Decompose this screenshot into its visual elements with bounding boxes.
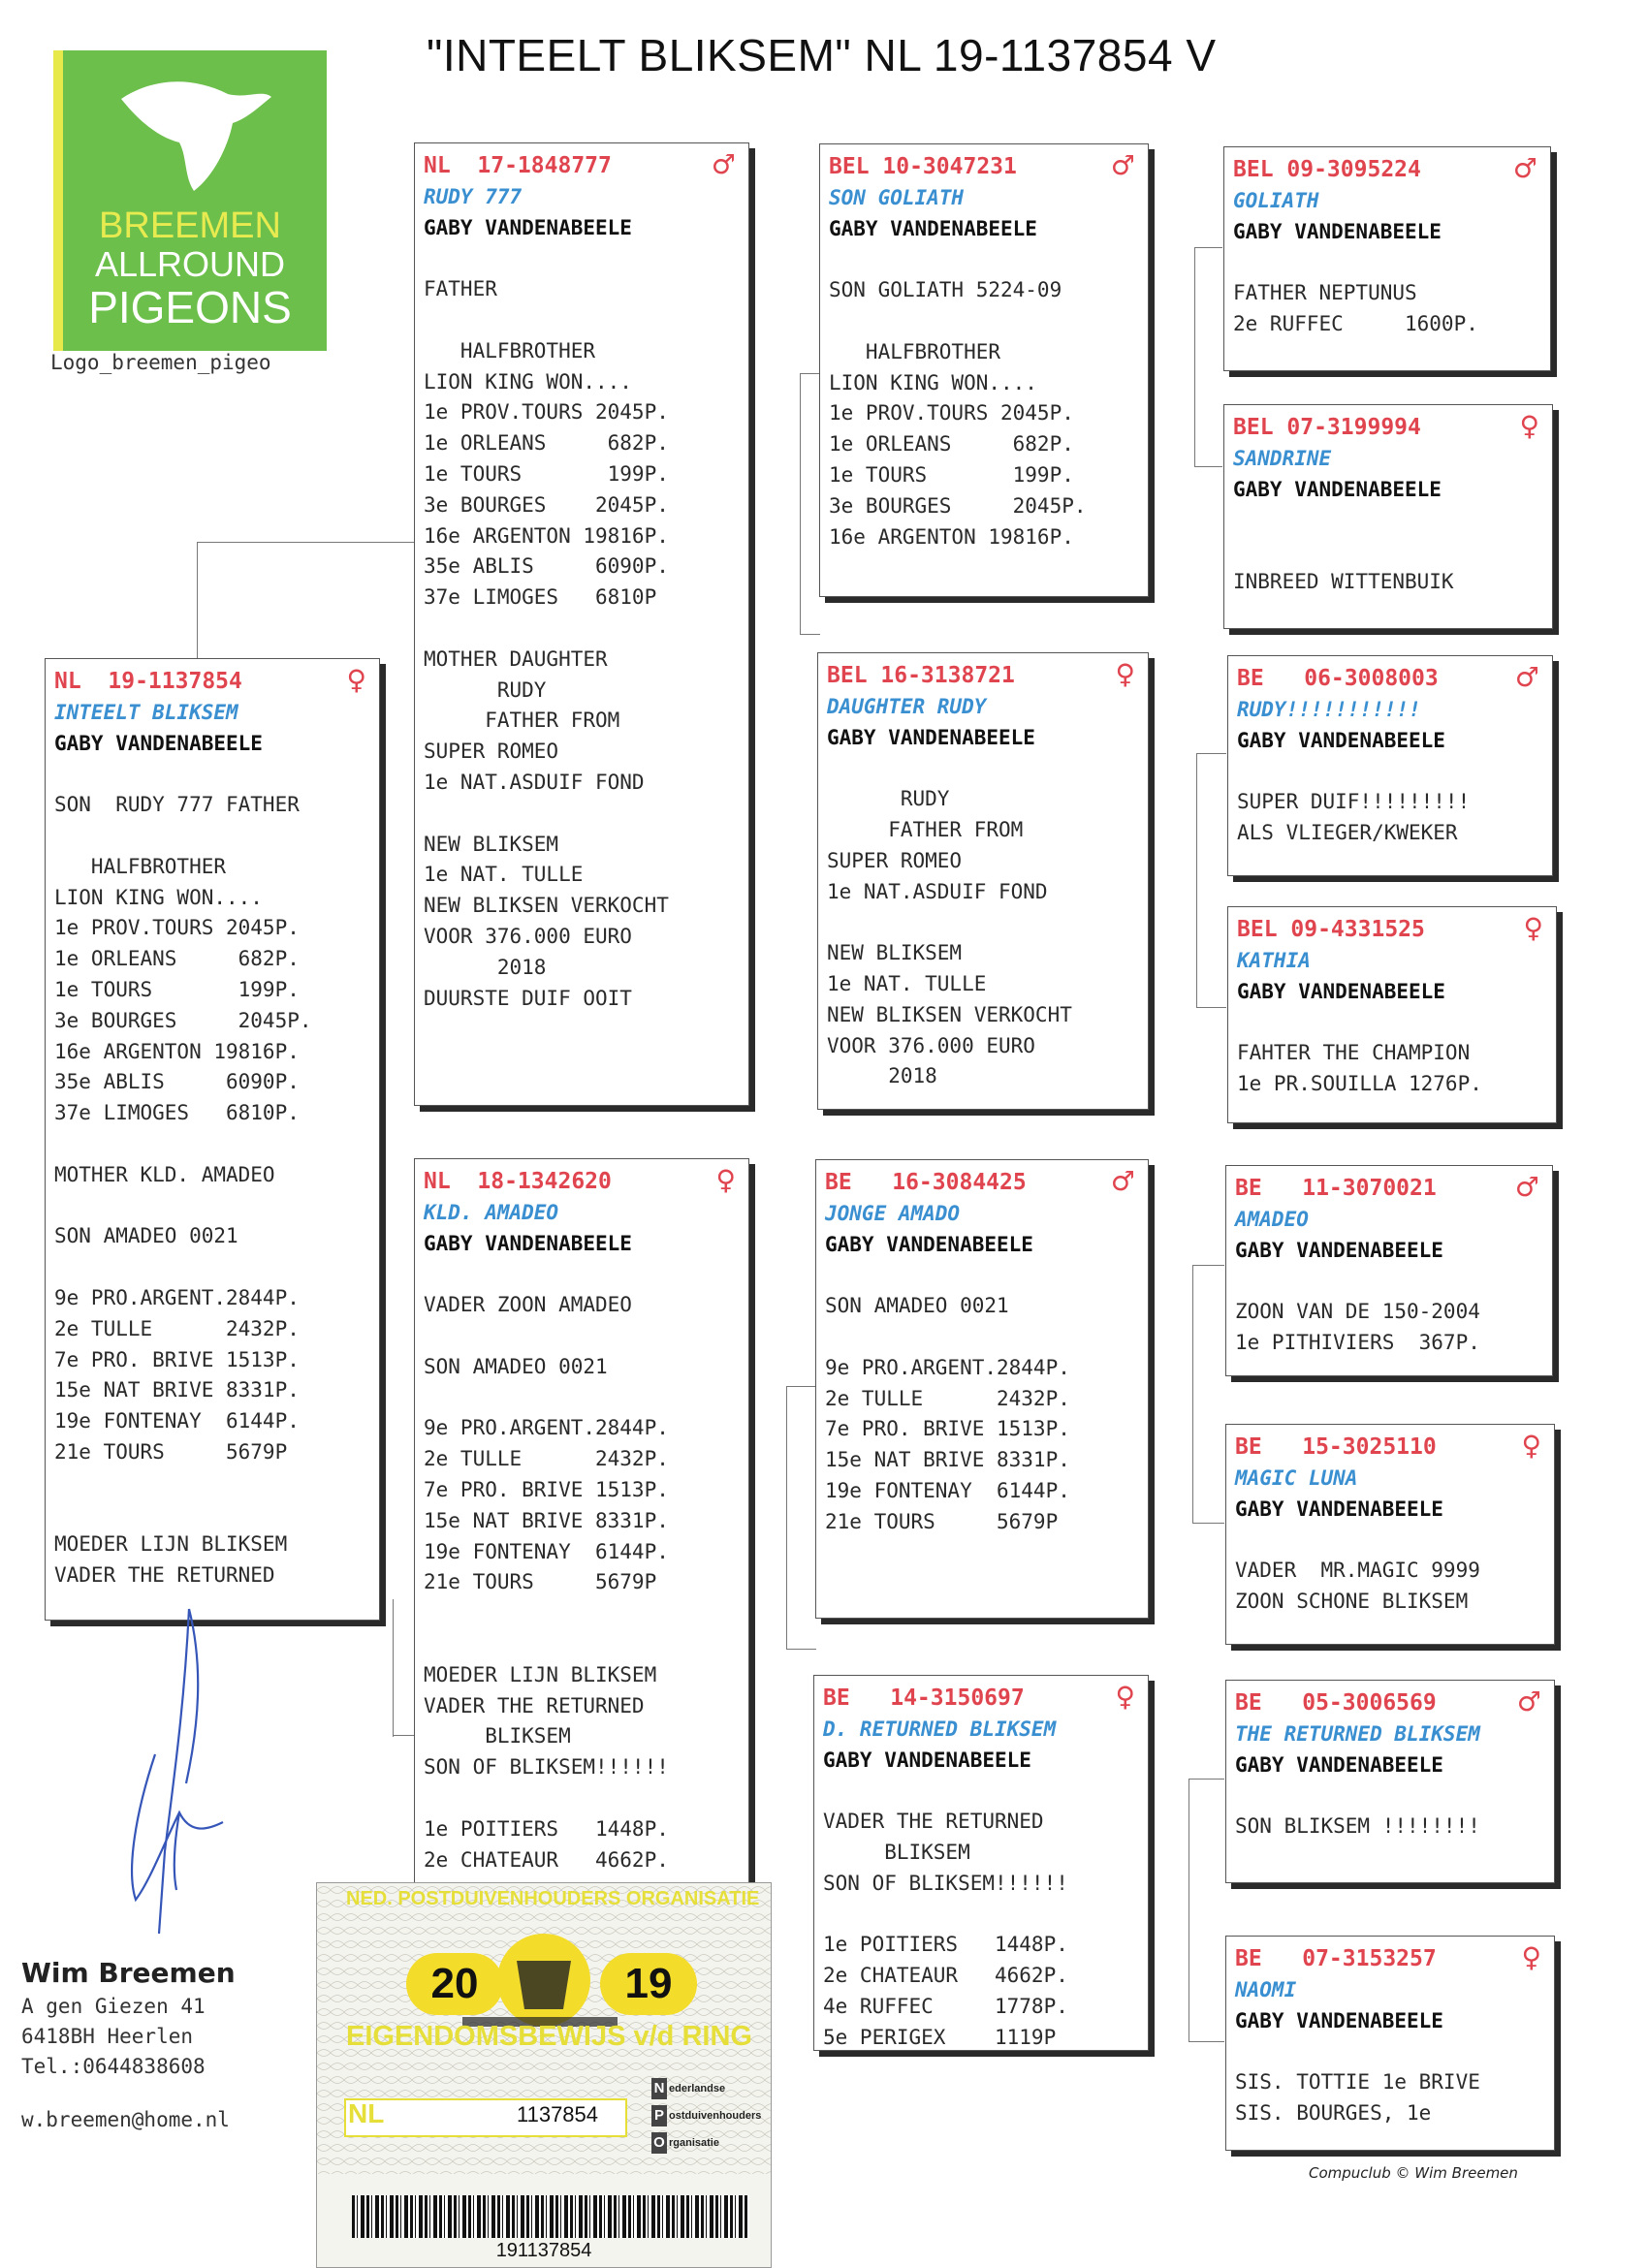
connector: [786, 1386, 816, 1650]
card-line: [825, 1260, 1139, 1291]
owner-info: [21, 1958, 236, 2135]
ring-number: [54, 664, 370, 698]
card-line: 2e TULLE 2432P.: [825, 1386, 1070, 1410]
card-line: [1235, 1525, 1545, 1556]
card-line: 19e FONTENAY 6144P.: [54, 1409, 300, 1433]
card-line: 1e ORLEANS 682P.: [54, 947, 300, 971]
card-line: SON AMADEO 0021: [424, 1354, 608, 1378]
card-notes: [1233, 247, 1541, 339]
card-notes: [825, 1260, 1139, 1537]
ring-number: [1235, 1171, 1543, 1205]
breeder-name: GABY VANDENABEELE: [54, 731, 263, 755]
card-line: 15e NAT BRIVE 8331P.: [424, 1508, 669, 1532]
card-line: VADER THE RETURNED: [823, 1810, 1044, 1834]
page-title: "INTEELT BLIKSEM" NL 19-1137854 V: [427, 30, 1217, 80]
card-line: SON RUDY 777 FATHER: [54, 793, 300, 817]
female-icon: ♀: [1115, 658, 1135, 690]
card-line: [424, 799, 740, 830]
ring-number-text: BEL 16-3138721: [827, 663, 1015, 688]
male-icon: ♂: [1514, 1171, 1539, 1203]
card-line: 2e TULLE 2432P.: [424, 1447, 669, 1471]
ring-number-text: BE 16-3084425: [825, 1170, 1027, 1195]
card-line: 1e TOURS 199P.: [829, 462, 1074, 487]
ring-number: [424, 148, 740, 182]
card-line: SON OF BLIKSEM!!!!!!: [424, 1755, 669, 1780]
card-line: SON AMADEO 0021: [825, 1294, 1009, 1318]
card-line: NEW BLIKSEM: [424, 832, 559, 856]
ring-number-text: BE 11-3070021: [1235, 1176, 1437, 1201]
ring-number: [825, 1165, 1139, 1199]
card-notes: [1237, 756, 1543, 848]
card-line: [1237, 1007, 1547, 1038]
ring-number: [1233, 152, 1541, 186]
card-line: 1e POITIERS 1448P.: [424, 1816, 669, 1841]
card-line: 7e PRO. BRIVE 1513P.: [424, 1477, 669, 1501]
card-line: 35e ABLIS 6090P.: [424, 554, 669, 579]
card-line: 21e TOURS 5679P: [424, 1570, 657, 1594]
pedigree-card-mmf: [1225, 1680, 1555, 1883]
card-line: BLIKSEM: [424, 1724, 571, 1748]
card-line: [823, 1900, 1139, 1931]
card-line: [424, 1783, 740, 1814]
card-line: [54, 1252, 370, 1283]
card-line: [54, 821, 370, 852]
card-line: 5e PERIGEX 1119P: [823, 2025, 1057, 2049]
ring-number: [1235, 1430, 1545, 1464]
card-line: VADER THE RETURNED: [424, 1693, 645, 1717]
breeder-name: GABY VANDENABEELE: [1235, 1496, 1443, 1521]
pedigree-card-fmm: [1227, 906, 1557, 1123]
card-line: FATHER FROM: [424, 709, 620, 733]
ring-number: [1237, 912, 1547, 946]
pedigree-card-mother: [414, 1158, 749, 1895]
card-line: FATHER: [424, 277, 497, 301]
card-line: RUDY: [827, 787, 950, 811]
card-line: FATHER NEPTUNUS: [1233, 281, 1417, 305]
card-notes: [827, 753, 1139, 1092]
card-line: 35e ABLIS 6090P.: [54, 1070, 300, 1094]
card-line: VADER ZOON AMADEO: [424, 1293, 632, 1317]
breeder-name: GABY VANDENABEELE: [1235, 1752, 1443, 1777]
certificate-organisation: NED. POSTDUIVENHOUDERS ORGANISATIE: [346, 1888, 760, 1909]
card-notes: [1233, 505, 1543, 597]
card-notes: [424, 243, 740, 1014]
card-notes: [1235, 1525, 1545, 1617]
certificate-year-left: 20: [406, 1953, 503, 2015]
ring-number: [424, 1164, 740, 1198]
card-line: 1e ORLEANS 682P.: [829, 432, 1074, 457]
card-line: SUPER ROMEO: [827, 848, 963, 872]
card-line: SON GOLIATH 5224-09: [829, 278, 1062, 302]
ring-number-text: BE 06-3008003: [1237, 666, 1439, 691]
ring-number-text: BE 14-3150697: [823, 1685, 1025, 1711]
pedigree-card-subject: [45, 658, 380, 1621]
card-line: 9e PRO.ARGENT.2844P.: [424, 1416, 669, 1440]
female-icon: ♀: [715, 1164, 736, 1196]
pedigree-card-paternal-grandmother: [817, 652, 1149, 1110]
breeder-name: GABY VANDENABEELE: [1235, 1238, 1443, 1262]
card-line: FAHTER THE CHAMPION: [1237, 1041, 1471, 1065]
pedigree-card-mff: [1225, 1165, 1553, 1376]
card-line: SON BLIKSEM !!!!!!!!: [1235, 1814, 1480, 1839]
certificate-side-3: rganisatie: [669, 2137, 719, 2149]
card-notes: [1235, 1780, 1545, 1843]
pedigree-card-paternal-grandfather: [819, 143, 1149, 597]
card-line: 2018: [424, 955, 547, 979]
male-icon: ♂: [1514, 661, 1539, 693]
card-line: 7e PRO. BRIVE 1513P.: [54, 1347, 300, 1371]
card-line: MOEDER LIJN BLIKSEM: [424, 1662, 657, 1686]
card-line: [424, 1383, 740, 1414]
card-line: [827, 753, 1139, 784]
breeder-name: GABY VANDENABEELE: [1233, 477, 1442, 501]
card-line: [424, 1598, 740, 1629]
card-line: SON AMADEO 0021: [54, 1224, 238, 1248]
card-line: 4e RUFFEC 1778P.: [823, 1994, 1068, 2018]
card-line: [424, 1629, 740, 1660]
ring-number-text: BEL 07-3199994: [1233, 415, 1421, 440]
pigeon-name: GOLIATH: [1233, 188, 1319, 212]
ring-number-text: NL 17-1848777: [424, 153, 612, 178]
breeder-name: GABY VANDENABEELE: [424, 215, 632, 239]
card-line: SIS. TOTTIE 1e BRIVE: [1235, 2070, 1480, 2095]
female-icon: ♀: [346, 664, 366, 696]
ring-number: [1233, 410, 1543, 444]
card-line: VADER THE RETURNED: [54, 1563, 275, 1588]
card-line: VOOR 376.000 EURO: [827, 1033, 1035, 1057]
card-line: [424, 614, 740, 645]
card-line: NEW BLIKSEN VERKOCHT: [827, 1002, 1072, 1026]
card-line: [1233, 505, 1543, 536]
ring-number-text: BE 05-3006569: [1235, 1690, 1437, 1716]
card-line: BLIKSEM: [823, 1840, 970, 1864]
ring-number-text: BE 15-3025110: [1235, 1434, 1437, 1460]
owner-phone: Tel.:0644838608: [21, 2055, 206, 2078]
card-line: MOEDER LIJN BLIKSEM: [54, 1532, 288, 1557]
pigeon-name: MAGIC LUNA: [1235, 1465, 1358, 1490]
male-icon: ♂: [1110, 149, 1135, 181]
certificate-npo-mark: [651, 2075, 761, 2157]
ring-number-text: BEL 10-3047231: [829, 154, 1017, 179]
letter-n-icon: N: [651, 2078, 667, 2099]
card-line: 1e NAT.ASDUIF FOND: [827, 879, 1048, 903]
card-line: 2e CHATEAUR 4662P.: [823, 1964, 1068, 1988]
ring-number-text: NL 19-1137854: [54, 669, 242, 694]
female-icon: ♀: [1523, 912, 1543, 944]
pedigree-card-mfm: [1225, 1424, 1555, 1645]
pedigree-card-fmf: [1227, 655, 1553, 876]
ring-number: [823, 1681, 1139, 1715]
card-line: SIS. BOURGES, 1e: [1235, 2100, 1432, 2125]
breeder-name: GABY VANDENABEELE: [1235, 2008, 1443, 2032]
card-line: 15e NAT BRIVE 8331P.: [825, 1448, 1070, 1472]
card-line: 21e TOURS 5679P: [825, 1509, 1059, 1533]
pedigree-card-maternal-grandmother: [813, 1675, 1149, 2051]
card-line: 1e PROV.TOURS 2045P.: [829, 401, 1074, 425]
ring-number: [1237, 661, 1543, 695]
connector: [1188, 1779, 1224, 2042]
card-line: 3e BOURGES 2045P.: [54, 1008, 312, 1032]
card-line: MOTHER DAUGHTER: [424, 646, 608, 671]
card-line: 9e PRO.ARGENT.2844P.: [54, 1285, 300, 1309]
pigeon-icon: [111, 70, 276, 205]
breeder-name: GABY VANDENABEELE: [823, 1748, 1031, 1772]
connector: [197, 542, 198, 660]
card-line: 3e BOURGES 2045P.: [829, 493, 1087, 518]
logo-line-3: PIGEONS: [88, 282, 292, 332]
card-line: [1235, 1780, 1545, 1811]
card-line: 2e TULLE 2432P.: [54, 1316, 300, 1340]
logo-caption: Logo_breemen_pigeo: [50, 351, 271, 374]
pigeon-name: RUDY!!!!!!!!!!!: [1237, 697, 1421, 721]
card-line: 2e CHATEAUR 4662P.: [424, 1847, 669, 1872]
ring-number: [829, 149, 1139, 183]
card-line: 2018: [827, 1064, 937, 1088]
card-line: [825, 1322, 1139, 1353]
ring-number: [1235, 1941, 1545, 1975]
connector: [1194, 247, 1222, 467]
card-line: SUPER DUIF!!!!!!!!!: [1237, 790, 1471, 814]
pigeon-name: RUDY 777: [424, 184, 523, 208]
certificate-side-1: ederlandse: [669, 2083, 726, 2095]
signature: [97, 1590, 233, 1938]
connector: [1192, 1265, 1224, 1524]
card-line: 1e NAT. TULLE: [827, 971, 987, 995]
card-line: [54, 1468, 370, 1499]
card-line: RUDY: [424, 677, 547, 702]
barcode-number: 191137854: [495, 2240, 592, 2261]
breeder-name: GABY VANDENABEELE: [1237, 979, 1445, 1003]
female-icon: ♀: [1115, 1681, 1135, 1713]
card-line: 21e TOURS 5679P: [54, 1439, 288, 1464]
card-line: HALFBROTHER: [54, 854, 227, 878]
card-notes: [829, 244, 1139, 552]
card-line: [54, 759, 370, 790]
female-icon: ♀: [1521, 1430, 1541, 1462]
ring-number: [1235, 1685, 1545, 1719]
owner-address-city: 6418BH Heerlen: [21, 2025, 194, 2048]
card-line: [829, 306, 1139, 337]
card-line: ALS VLIEGER/KWEKER: [1237, 820, 1458, 844]
barcode: [352, 2195, 749, 2238]
card-line: [823, 1776, 1139, 1807]
card-line: 16e ARGENTON 19816P.: [54, 1039, 300, 1063]
card-line: [1233, 247, 1541, 278]
pedigree-card-fff: [1223, 146, 1551, 371]
card-line: NEW BLIKSEN VERKOCHT: [424, 894, 669, 918]
card-line: 1e PR.SOUILLA 1276P.: [1237, 1071, 1482, 1095]
certificate-title: EIGENDOMSBEWIJS v/d RING: [346, 2021, 752, 2052]
pigeon-name: D. RETURNED BLIKSEM: [823, 1717, 1057, 1741]
card-line: 15e NAT BRIVE 8331P.: [54, 1378, 300, 1402]
card-line: DUURSTE DUIF OOIT: [424, 986, 632, 1010]
connector: [1196, 753, 1226, 1008]
pedigree-card-ffm: [1223, 404, 1553, 629]
card-line: HALFBROTHER: [424, 338, 596, 362]
card-line: HALFBROTHER: [829, 339, 1001, 363]
card-line: 2e RUFFEC 1600P.: [1233, 311, 1478, 335]
card-line: MOTHER KLD. AMADEO: [54, 1162, 275, 1186]
card-line: [829, 244, 1139, 275]
owner-address-street: A gen Giezen 41: [21, 1995, 206, 2018]
female-icon: ♀: [1521, 1941, 1541, 1973]
pedigree-card-mmm: [1225, 1936, 1555, 2151]
ring-number: [827, 658, 1139, 692]
breeder-name: GABY VANDENABEELE: [829, 216, 1037, 240]
card-line: 1e PITHIVIERS 367P.: [1235, 1330, 1480, 1354]
letter-o-icon: O: [651, 2132, 667, 2154]
card-line: 1e PROV.TOURS 2045P.: [54, 916, 300, 940]
card-line: 1e NAT. TULLE: [424, 863, 584, 887]
ownership-certificate: [316, 1882, 772, 2268]
female-icon: ♀: [1519, 410, 1539, 442]
card-line: INBREED WITTENBUIK: [1233, 569, 1454, 593]
card-line: 16e ARGENTON 19816P.: [424, 523, 669, 548]
connector: [800, 373, 820, 635]
connector: [197, 542, 416, 543]
card-line: 9e PRO.ARGENT.2844P.: [825, 1355, 1070, 1379]
card-line: [424, 1321, 740, 1352]
card-line: VOOR 376.000 EURO: [424, 924, 632, 948]
card-line: [1237, 756, 1543, 787]
card-line: 1e POITIERS 1448P.: [823, 1933, 1068, 1957]
card-line: LION KING WON....: [424, 369, 632, 394]
card-notes: [1235, 1266, 1543, 1358]
breeder-name: GABY VANDENABEELE: [1237, 728, 1445, 752]
card-line: SUPER ROMEO: [424, 740, 559, 764]
card-line: LION KING WON....: [829, 370, 1037, 394]
male-icon: ♂: [1110, 1165, 1135, 1197]
card-line: [1233, 536, 1543, 567]
card-line: LION KING WON....: [54, 885, 263, 909]
card-line: ZOON SCHONE BLIKSEM: [1235, 1589, 1469, 1613]
pigeon-name: JONGE AMADO: [825, 1201, 961, 1225]
card-line: 19e FONTENAY 6144P.: [825, 1478, 1070, 1502]
card-line: [54, 1129, 370, 1160]
ring-number-text: BEL 09-4331525: [1237, 917, 1425, 942]
male-icon: ♂: [711, 148, 736, 180]
male-icon: ♂: [1512, 152, 1537, 184]
letter-p-icon: P: [651, 2105, 667, 2126]
card-line: 3e BOURGES 2045P.: [424, 492, 669, 517]
card-line: 1e TOURS 199P.: [424, 461, 669, 486]
card-line: [54, 1499, 370, 1530]
card-line: 1e TOURS 199P.: [54, 977, 300, 1001]
certificate-country: NL: [348, 2098, 385, 2128]
card-line: [1235, 1266, 1543, 1297]
card-notes: [1237, 1007, 1547, 1099]
card-line: 1e ORLEANS 682P.: [424, 431, 669, 456]
logo-line-1: BREEMEN: [99, 205, 281, 246]
card-line: 19e FONTENAY 6144P.: [424, 1539, 669, 1563]
card-line: [54, 1191, 370, 1222]
card-line: [424, 243, 740, 274]
card-line: [827, 907, 1139, 938]
card-line: FATHER FROM: [827, 817, 1024, 841]
card-line: 1e PROV.TOURS 2045P.: [424, 400, 669, 425]
card-line: 37e LIMOGES 6810P: [424, 585, 657, 610]
pigeon-name: SANDRINE: [1233, 446, 1332, 470]
logo: [53, 50, 327, 351]
breeder-name: GABY VANDENABEELE: [1233, 219, 1442, 243]
ring-number-text: BEL 09-3095224: [1233, 157, 1421, 182]
card-notes: [54, 759, 370, 1591]
card-line: 7e PRO. BRIVE 1513P.: [825, 1417, 1070, 1441]
pedigree-card-father: [414, 142, 749, 1106]
card-notes: [1235, 2036, 1545, 2128]
connector: [393, 1599, 394, 1737]
pigeon-name: SON GOLIATH: [829, 185, 965, 209]
certificate-ring-number: 1137854: [517, 2102, 599, 2126]
pigeon-name: NAOMI: [1235, 1977, 1297, 2001]
certificate-year-right: 19: [600, 1953, 697, 2015]
card-line: 1e NAT.ASDUIF FOND: [424, 770, 645, 794]
breeder-name: GABY VANDENABEELE: [424, 1231, 632, 1255]
connector: [393, 1735, 416, 1736]
breeder-name: GABY VANDENABEELE: [827, 725, 1035, 749]
ring-number-text: NL 18-1342620: [424, 1169, 612, 1194]
pedigree-card-maternal-grandfather: [815, 1159, 1149, 1619]
card-notes: [424, 1259, 740, 1875]
male-icon: ♂: [1516, 1685, 1541, 1717]
card-notes: [823, 1776, 1139, 2053]
card-line: 37e LIMOGES 6810P.: [54, 1101, 300, 1125]
card-line: NEW BLIKSEM: [827, 941, 963, 965]
card-line: [424, 305, 740, 336]
card-line: 16e ARGENTON 19816P.: [829, 524, 1074, 549]
pigeon-name: INTEELT BLIKSEM: [54, 700, 238, 724]
card-line: VADER MR.MAGIC 9999: [1235, 1559, 1480, 1583]
breeder-name: GABY VANDENABEELE: [825, 1232, 1033, 1256]
owner-name: Wim Breemen: [21, 1957, 236, 1989]
footer-credit: Compuclub © Wim Breemen: [1309, 2164, 1518, 2182]
pigeon-name: DAUGHTER RUDY: [827, 694, 987, 718]
owner-email: w.breemen@home.nl: [21, 2108, 230, 2131]
card-line: SON OF BLIKSEM!!!!!!: [823, 1871, 1068, 1895]
certificate-side-2: ostduivenhouders: [669, 2110, 762, 2122]
pigeon-name: KATHIA: [1237, 948, 1311, 972]
card-line: [424, 1259, 740, 1290]
pigeon-name: THE RETURNED BLIKSEM: [1235, 1721, 1480, 1746]
card-line: ZOON VAN DE 150-2004: [1235, 1300, 1480, 1324]
card-line: [1235, 2036, 1545, 2067]
pigeon-name: AMADEO: [1235, 1207, 1309, 1231]
logo-line-2: ALLROUND: [94, 244, 286, 284]
ring-number-text: BE 07-3153257: [1235, 1946, 1437, 1971]
pigeon-name: KLD. AMADEO: [424, 1200, 559, 1224]
